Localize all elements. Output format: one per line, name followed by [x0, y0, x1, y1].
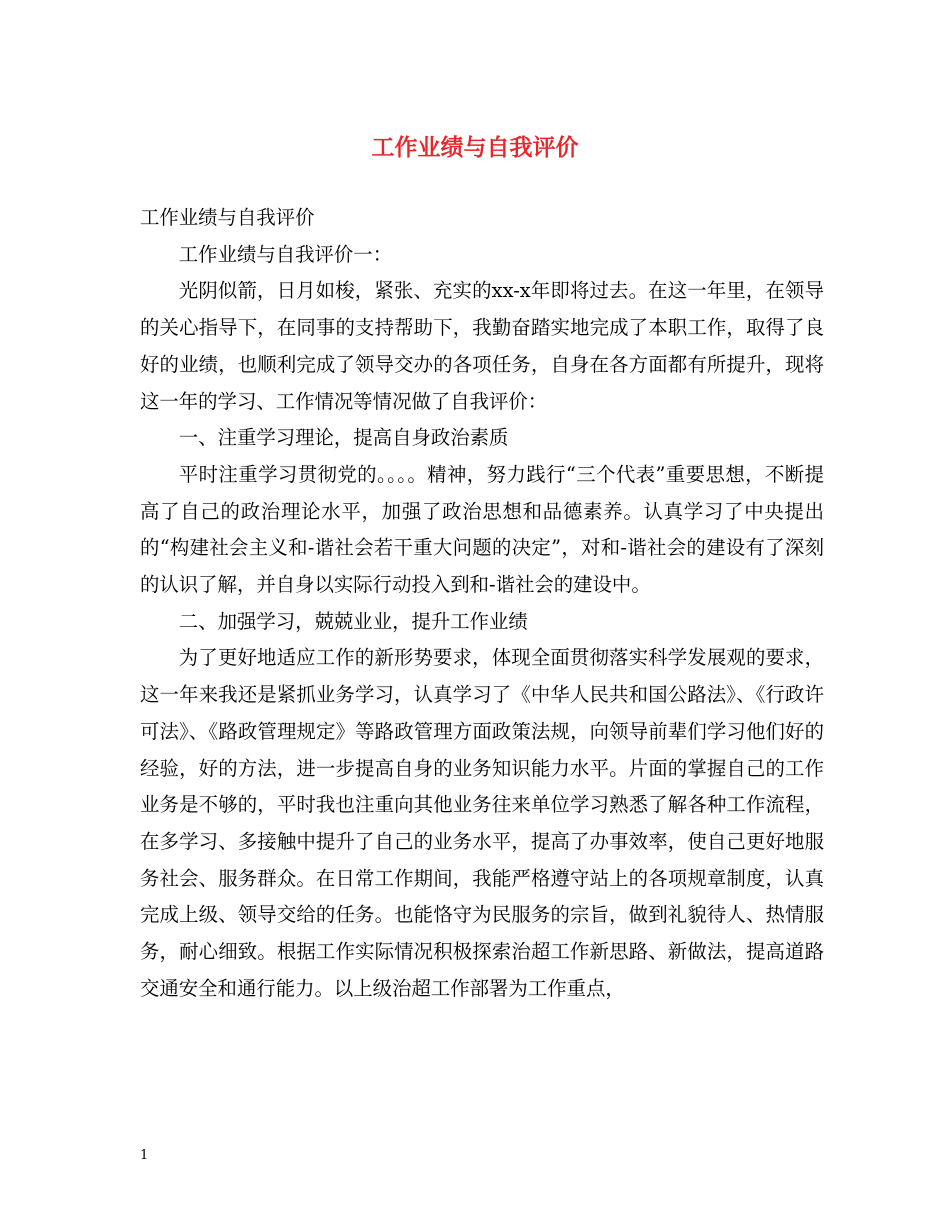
- document-body: [140, 200, 824, 1007]
- paragraph-subheading: 工作业绩与自我评价一：: [178, 242, 393, 266]
- paragraph-section-2: 为了更好地适应工作的新形势要求，体现全面贯彻落实科学发展观的要求，这一年来我还是紧抓业务学习，认真学习了《中华人民共和国公路法》、《行政许可法》、《路政管理规定》等路政管理方面政策法规，向领导前辈们学习他们好的经验，好的方法，进一步提高自身的业务知识能力水平。片面的掌握自己的工作业务是不够的，平时我也注重向其他业务往来单位学习熟悉了解各种工作流程，在多学习、多接触中提升了自己的业务水平，提高了办事效率，使自己更好地服务社会、服务群众。在日常工作期间，我能严格遵守站上的各项规章制度，认真完成上级、领导交给的任务。也能恪守为民服务的宗旨，做到礼貌待人、热情服务，耐心细致。根据工作实际情况积极探索治超工作新思路、新做法，提高道路交通安全和通行能力。以上级治超工作部署为工作重点，: [140, 646, 824, 1000]
- paragraph-heading: 工作业绩与自我评价: [140, 206, 315, 229]
- document-title: 工作业绩与自我评价: [371, 134, 579, 161]
- paragraph-section-1: 平时注重学习贯彻党的。。。。精神，努力践行“三个代表”重要思想，不断提高了自己的政治理论水平，加强了政治思想和品德素养。认真学习了中央提出的“构建社会主义和-谐社会若干重大问题的决定”，对和-谐社会的建设有了深刻的认识了解，并自身以实际行动投入到和-谐社会的建设中。: [140, 462, 824, 597]
- page-number: 1: [140, 1148, 149, 1163]
- section-heading-2: 二、加强学习，兢兢业业，提升工作业绩: [178, 609, 528, 633]
- section-heading-1: 一、注重学习理论，提高自身政治素质: [178, 426, 509, 450]
- paragraph-intro: 光阴似箭，日月如梭，紧张、充实的xx-x年即将过去。在这一年里，在领导的关心指导下，在同事的支持帮助下，我勤奋踏实地完成了本职工作，取得了良好的业绩，也顺利完成了领导交办的各项任务，自身在各方面都有所提升，现将这一年的学习、工作情况等情况做了自我评价：: [140, 279, 824, 413]
